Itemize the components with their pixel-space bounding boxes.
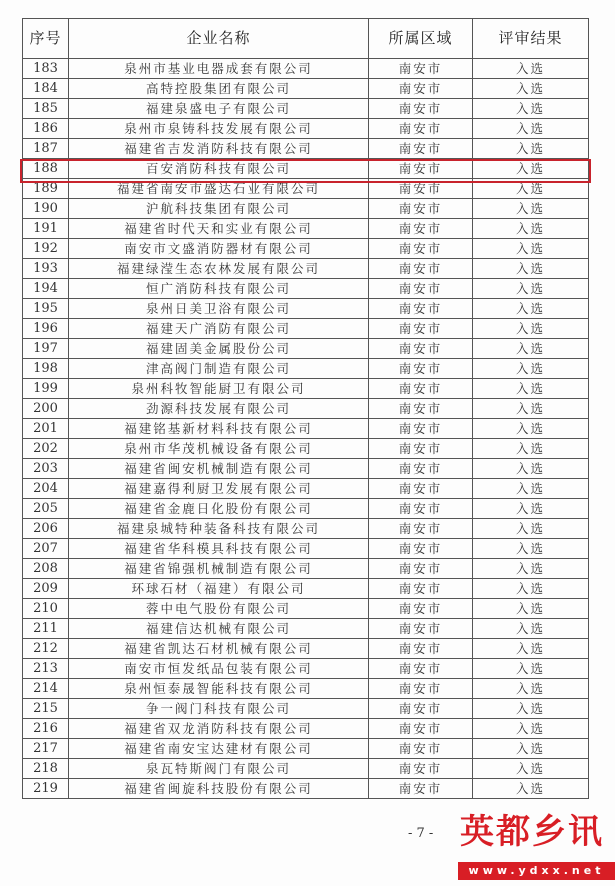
header-company: 企业名称 xyxy=(69,19,369,59)
table-row xyxy=(23,359,589,379)
cell-serial: 198 xyxy=(23,359,69,379)
table-row xyxy=(23,479,589,499)
table-row xyxy=(23,779,589,799)
cell-company-name: 福建省凯达石材机械有限公司 xyxy=(69,639,369,659)
cell-serial: 204 xyxy=(23,479,69,499)
table-row xyxy=(23,719,589,739)
table-row xyxy=(23,159,589,179)
cell-result: 入选 xyxy=(473,339,589,359)
cell-result: 入选 xyxy=(473,219,589,239)
cell-region: 南安市 xyxy=(369,159,473,179)
table-row xyxy=(23,59,589,79)
cell-result: 入选 xyxy=(473,459,589,479)
cell-serial: 219 xyxy=(23,779,69,799)
cell-region: 南安市 xyxy=(369,139,473,159)
cell-region: 南安市 xyxy=(369,439,473,459)
cell-serial: 197 xyxy=(23,339,69,359)
cell-company-name: 沪航科技集团有限公司 xyxy=(69,199,369,219)
cell-company-name: 福建铭基新材料科技有限公司 xyxy=(69,419,369,439)
table-row xyxy=(23,399,589,419)
table-row xyxy=(23,579,589,599)
cell-result: 入选 xyxy=(473,359,589,379)
cell-result: 入选 xyxy=(473,639,589,659)
cell-region: 南安市 xyxy=(369,739,473,759)
cell-serial: 207 xyxy=(23,539,69,559)
cell-serial: 214 xyxy=(23,679,69,699)
cell-company-name: 福建省双龙消防科技有限公司 xyxy=(69,719,369,739)
cell-result: 入选 xyxy=(473,479,589,499)
cell-serial: 212 xyxy=(23,639,69,659)
selection-results-table xyxy=(22,18,589,799)
cell-region: 南安市 xyxy=(369,459,473,479)
table-row xyxy=(23,599,589,619)
cell-region: 南安市 xyxy=(369,179,473,199)
cell-region: 南安市 xyxy=(369,599,473,619)
cell-company-name: 劲源科技发展有限公司 xyxy=(69,399,369,419)
watermark-url: www.ydxx.net xyxy=(458,862,615,880)
cell-serial: 195 xyxy=(23,299,69,319)
cell-region: 南安市 xyxy=(369,339,473,359)
cell-company-name: 泉州市华茂机械设备有限公司 xyxy=(69,439,369,459)
cell-result: 入选 xyxy=(473,379,589,399)
cell-region: 南安市 xyxy=(369,279,473,299)
cell-serial: 187 xyxy=(23,139,69,159)
table-row xyxy=(23,459,589,479)
cell-region: 南安市 xyxy=(369,379,473,399)
cell-region: 南安市 xyxy=(369,419,473,439)
cell-company-name: 福建信达机械有限公司 xyxy=(69,619,369,639)
cell-region: 南安市 xyxy=(369,479,473,499)
table-row xyxy=(23,539,589,559)
cell-region: 南安市 xyxy=(369,699,473,719)
cell-result: 入选 xyxy=(473,299,589,319)
cell-result: 入选 xyxy=(473,179,589,199)
cell-company-name: 蓉中电气股份有限公司 xyxy=(69,599,369,619)
cell-result: 入选 xyxy=(473,499,589,519)
cell-company-name: 福建省锦强机械制造有限公司 xyxy=(69,559,369,579)
table-header-row xyxy=(23,19,589,59)
header-region: 所属区域 xyxy=(369,19,473,59)
watermark-logo xyxy=(458,812,615,886)
cell-company-name: 福建省华科模具科技有限公司 xyxy=(69,539,369,559)
cell-serial: 199 xyxy=(23,379,69,399)
table-row xyxy=(23,379,589,399)
table-row xyxy=(23,639,589,659)
cell-result: 入选 xyxy=(473,59,589,79)
cell-region: 南安市 xyxy=(369,719,473,739)
table-row xyxy=(23,279,589,299)
cell-result: 入选 xyxy=(473,559,589,579)
cell-region: 南安市 xyxy=(369,539,473,559)
cell-company-name: 福建泉城特种装备科技有限公司 xyxy=(69,519,369,539)
cell-company-name: 泉州市基业电器成套有限公司 xyxy=(69,59,369,79)
cell-company-name: 福建省南安宝达建材有限公司 xyxy=(69,739,369,759)
cell-result: 入选 xyxy=(473,719,589,739)
table-row xyxy=(23,679,589,699)
table-row xyxy=(23,619,589,639)
cell-result: 入选 xyxy=(473,779,589,799)
cell-result: 入选 xyxy=(473,659,589,679)
cell-serial: 217 xyxy=(23,739,69,759)
cell-serial: 206 xyxy=(23,519,69,539)
header-serial: 序号 xyxy=(23,19,69,59)
cell-result: 入选 xyxy=(473,419,589,439)
cell-company-name: 福建绿滢生态农林发展有限公司 xyxy=(69,259,369,279)
cell-serial: 211 xyxy=(23,619,69,639)
table-row xyxy=(23,239,589,259)
table-row xyxy=(23,439,589,459)
cell-company-name: 福建泉盛电子有限公司 xyxy=(69,99,369,119)
table-row xyxy=(23,759,589,779)
table-row xyxy=(23,519,589,539)
cell-result: 入选 xyxy=(473,619,589,639)
cell-region: 南安市 xyxy=(369,259,473,279)
cell-region: 南安市 xyxy=(369,659,473,679)
cell-result: 入选 xyxy=(473,319,589,339)
cell-region: 南安市 xyxy=(369,239,473,259)
cell-serial: 183 xyxy=(23,59,69,79)
table-row xyxy=(23,199,589,219)
cell-result: 入选 xyxy=(473,699,589,719)
table-row xyxy=(23,559,589,579)
table-row xyxy=(23,119,589,139)
cell-company-name: 福建天广消防有限公司 xyxy=(69,319,369,339)
cell-result: 入选 xyxy=(473,759,589,779)
cell-result: 入选 xyxy=(473,539,589,559)
cell-region: 南安市 xyxy=(369,79,473,99)
table-row xyxy=(23,139,589,159)
cell-result: 入选 xyxy=(473,599,589,619)
cell-region: 南安市 xyxy=(369,519,473,539)
cell-region: 南安市 xyxy=(369,99,473,119)
cell-region: 南安市 xyxy=(369,559,473,579)
cell-company-name: 津高阀门制造有限公司 xyxy=(69,359,369,379)
table-row xyxy=(23,259,589,279)
cell-serial: 200 xyxy=(23,399,69,419)
cell-region: 南安市 xyxy=(369,299,473,319)
cell-region: 南安市 xyxy=(369,199,473,219)
cell-region: 南安市 xyxy=(369,59,473,79)
cell-company-name: 泉州日美卫浴有限公司 xyxy=(69,299,369,319)
table-row xyxy=(23,339,589,359)
cell-company-name: 南安市恒发纸品包装有限公司 xyxy=(69,659,369,679)
cell-company-name: 福建省南安市盛达石业有限公司 xyxy=(69,179,369,199)
cell-company-name: 高特控股集团有限公司 xyxy=(69,79,369,99)
cell-serial: 190 xyxy=(23,199,69,219)
cell-result: 入选 xyxy=(473,439,589,459)
cell-serial: 196 xyxy=(23,319,69,339)
cell-serial: 215 xyxy=(23,699,69,719)
cell-serial: 213 xyxy=(23,659,69,679)
cell-region: 南安市 xyxy=(369,359,473,379)
cell-serial: 188 xyxy=(23,159,69,179)
cell-serial: 202 xyxy=(23,439,69,459)
page-number: - 7 - xyxy=(408,826,434,841)
table-row xyxy=(23,79,589,99)
cell-region: 南安市 xyxy=(369,679,473,699)
cell-result: 入选 xyxy=(473,119,589,139)
cell-serial: 184 xyxy=(23,79,69,99)
table-row xyxy=(23,179,589,199)
cell-result: 入选 xyxy=(473,99,589,119)
cell-region: 南安市 xyxy=(369,639,473,659)
cell-company-name: 福建省闽旋科技股份有限公司 xyxy=(69,779,369,799)
table-row xyxy=(23,319,589,339)
cell-company-name: 福建省闽安机械制造有限公司 xyxy=(69,459,369,479)
cell-result: 入选 xyxy=(473,279,589,299)
table-row xyxy=(23,419,589,439)
cell-serial: 192 xyxy=(23,239,69,259)
cell-region: 南安市 xyxy=(369,619,473,639)
cell-region: 南安市 xyxy=(369,219,473,239)
cell-result: 入选 xyxy=(473,399,589,419)
cell-company-name: 泉州市泉铸科技发展有限公司 xyxy=(69,119,369,139)
cell-serial: 208 xyxy=(23,559,69,579)
table-row xyxy=(23,99,589,119)
cell-region: 南安市 xyxy=(369,319,473,339)
cell-serial: 193 xyxy=(23,259,69,279)
cell-serial: 203 xyxy=(23,459,69,479)
cell-result: 入选 xyxy=(473,139,589,159)
cell-company-name: 泉州恒泰晟智能科技有限公司 xyxy=(69,679,369,699)
cell-region: 南安市 xyxy=(369,399,473,419)
cell-company-name: 福建省吉发消防科技有限公司 xyxy=(69,139,369,159)
cell-region: 南安市 xyxy=(369,759,473,779)
cell-region: 南安市 xyxy=(369,499,473,519)
cell-region: 南安市 xyxy=(369,779,473,799)
cell-result: 入选 xyxy=(473,79,589,99)
table-row xyxy=(23,739,589,759)
cell-serial: 194 xyxy=(23,279,69,299)
cell-result: 入选 xyxy=(473,239,589,259)
cell-serial: 191 xyxy=(23,219,69,239)
cell-serial: 209 xyxy=(23,579,69,599)
cell-serial: 205 xyxy=(23,499,69,519)
cell-company-name: 福建省时代天和实业有限公司 xyxy=(69,219,369,239)
cell-serial: 210 xyxy=(23,599,69,619)
cell-company-name: 福建嘉得利厨卫发展有限公司 xyxy=(69,479,369,499)
table-row xyxy=(23,659,589,679)
cell-company-name: 恒广消防科技有限公司 xyxy=(69,279,369,299)
cell-serial: 189 xyxy=(23,179,69,199)
cell-result: 入选 xyxy=(473,679,589,699)
cell-result: 入选 xyxy=(473,579,589,599)
cell-result: 入选 xyxy=(473,199,589,219)
cell-region: 南安市 xyxy=(369,579,473,599)
table-row xyxy=(23,699,589,719)
cell-serial: 185 xyxy=(23,99,69,119)
cell-result: 入选 xyxy=(473,519,589,539)
cell-company-name: 环球石材（福建）有限公司 xyxy=(69,579,369,599)
header-result: 评审结果 xyxy=(473,19,589,59)
cell-company-name: 南安市文盛消防器材有限公司 xyxy=(69,239,369,259)
cell-serial: 201 xyxy=(23,419,69,439)
watermark-title: 英都乡讯 xyxy=(460,812,604,852)
cell-serial: 218 xyxy=(23,759,69,779)
cell-serial: 186 xyxy=(23,119,69,139)
cell-company-name: 福建固美金属股份公司 xyxy=(69,339,369,359)
cell-result: 入选 xyxy=(473,259,589,279)
cell-company-name: 福建省金鹿日化股份有限公司 xyxy=(69,499,369,519)
table-row xyxy=(23,299,589,319)
table-row xyxy=(23,499,589,519)
cell-region: 南安市 xyxy=(369,119,473,139)
cell-result: 入选 xyxy=(473,739,589,759)
cell-company-name: 泉瓦特斯阀门有限公司 xyxy=(69,759,369,779)
cell-company-name: 百安消防科技有限公司 xyxy=(69,159,369,179)
cell-company-name: 泉州科牧智能厨卫有限公司 xyxy=(69,379,369,399)
cell-serial: 216 xyxy=(23,719,69,739)
table-row xyxy=(23,219,589,239)
cell-result: 入选 xyxy=(473,159,589,179)
cell-company-name: 争一阀门科技有限公司 xyxy=(69,699,369,719)
